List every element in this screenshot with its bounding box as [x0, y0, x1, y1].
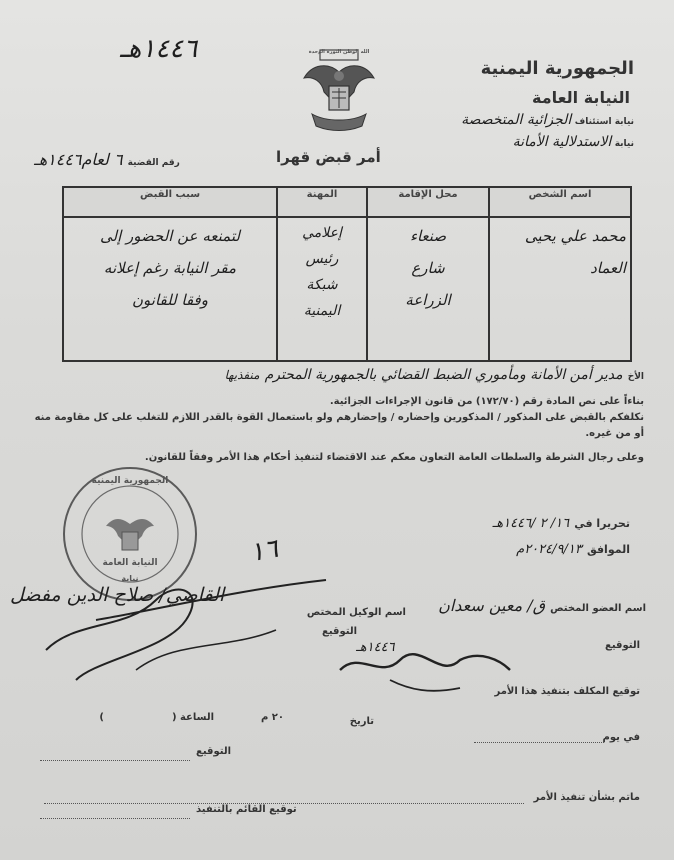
prosecution-branch-value: الجزائية المتخصصة: [461, 112, 572, 128]
cell-arrest-reason: [63, 217, 277, 361]
agent-label: اسم الوكيل المختص: [306, 607, 406, 618]
document-title: أمر قبض قهرا: [276, 148, 381, 166]
body-paragraph-3: وعلى رجال الشرطة والسلطات العامة التعاون معكم عند الاقتضاء لتنفيذ أحكام هذا الأمر وفقاً للقانون.: [144, 452, 644, 463]
handwritten-date-top: ١٤٤٦هـ: [120, 34, 198, 64]
gregorian-date-row: [516, 538, 630, 557]
header-arrest-reason: سبب القبض: [63, 187, 277, 217]
footer-signature-label: التوقيع: [196, 746, 231, 757]
prosecution-branch-label: نيابة استئناف: [574, 117, 634, 127]
on-day-line: [474, 742, 604, 743]
gregorian-date-label: الموافق: [586, 543, 630, 556]
emblem-caption: الله الوطن الثورة الوحدة: [308, 49, 370, 55]
header-person-name: اسم الشخص: [489, 187, 631, 217]
header-profession: المهنة: [277, 187, 367, 217]
reason-line-1: لتمنعه عن الحضور إلى: [100, 227, 240, 245]
cell-residence: [367, 217, 489, 361]
assigned-sign-label: توقيع المكلف بتنفيذ هذا الأمر: [494, 686, 640, 697]
on-day-label: في يوم: [602, 732, 640, 743]
executor-sign-label: توقيع القائم بالتنفيذ: [196, 804, 297, 815]
residence-line-1: صنعاء: [409, 227, 447, 245]
hijri-date-row: [493, 512, 631, 531]
case-number-value: ٦ لعام١٤٤٦هـ: [34, 150, 123, 169]
member-value: ق/ معين سعدان: [438, 596, 546, 615]
date-label: تاريخ: [349, 716, 374, 727]
profession-line-1: إعلامي: [302, 225, 342, 241]
prosecution2-value: الاستدلالية الأمانة: [512, 134, 612, 150]
signature-label-left: التوقيع: [322, 626, 357, 637]
judge-signature-icon: [36, 560, 336, 690]
name-line-1: محمد علي يحيى: [524, 227, 626, 245]
profession-line-3: شبكة: [306, 277, 338, 293]
prosecution2-label: نيابة: [614, 139, 634, 149]
cell-profession: [277, 217, 367, 361]
republic-title: الجمهورية اليمنية: [480, 58, 634, 79]
hour-label: الساعة (: [171, 712, 214, 723]
seal-top-text: الجمهورية اليمنية: [91, 476, 169, 486]
table-header-row: [63, 187, 631, 217]
agent-value: القاضي/ صلاح الدين مفضل: [10, 584, 225, 606]
table-row: [63, 217, 631, 361]
addressee-value: مدير أمن الأمانة ومأموري الضبط القضائي بالجمهورية المحترم: [264, 367, 623, 383]
reason-line-3: وفقا للقانون: [132, 291, 208, 309]
executor-sign-line: [40, 818, 190, 819]
year-label: ٢٠ م: [260, 712, 284, 723]
footer-signature-line: [40, 760, 190, 761]
hijri-date-value: ١٦/ ٢ /١٤٤٦هـ: [492, 516, 570, 531]
member-row: [438, 596, 646, 615]
arrest-table: [62, 186, 632, 362]
gregorian-date-value: ٢٠٢٤/٩/١٣م: [516, 542, 582, 557]
seal-middle-text: النيابة العامة: [102, 558, 158, 568]
addressee-note: منفذيها: [224, 368, 260, 382]
reason-line-2: مقر النيابة رغم إعلانه: [103, 259, 237, 277]
hijri-date-label: تحريرا في: [574, 517, 630, 530]
eagle-emblem-icon: [298, 48, 380, 140]
name-line-2: العماد: [590, 259, 626, 277]
seal-bottom-text: نيابة: [121, 574, 139, 583]
profession-line-4: اليمنية: [303, 303, 341, 319]
header-residence: محل الإقامة: [367, 187, 489, 217]
prosecution-branch-row: [461, 112, 634, 128]
execution-date-row: [40, 712, 644, 743]
case-number-row: [34, 150, 180, 169]
body-paragraph-1: بناءاً على نص المادة رقم (١٧٢/٧٠) من قانون الإجراءات الجزائية.: [329, 396, 644, 407]
hour-close: ): [99, 712, 104, 723]
body-paragraph-2: نكلفكم بالقبض على المذكور / المذكورين وإحضاره / وإحضارهم ولو باستعمال القوة بالقدر اللازم للتغلب على كل مقاومة منه أو من غيره.: [34, 412, 644, 439]
signature-label-right: التوقيع: [605, 640, 640, 651]
handwritten-number-mark: ١٦: [247, 533, 281, 569]
addressee-label: الأخ: [627, 372, 644, 382]
member-label: اسم العضو المختص: [550, 603, 646, 614]
prosecution2-row: [513, 134, 634, 150]
residence-line-2: شارع: [411, 259, 445, 277]
cell-person-name: [489, 217, 631, 361]
residence-line-3: الزراعة: [405, 291, 451, 309]
actions-label: ماتم بشأن تنفيذ الأمر: [533, 792, 640, 803]
prosecution-title: النيابة العامة: [532, 88, 630, 107]
profession-line-2: رئيس: [305, 251, 339, 267]
addressee-row: [40, 364, 644, 383]
signature-date: ١٤٤٦هـ: [356, 640, 395, 655]
case-number-label: رقم القضية: [127, 158, 180, 168]
